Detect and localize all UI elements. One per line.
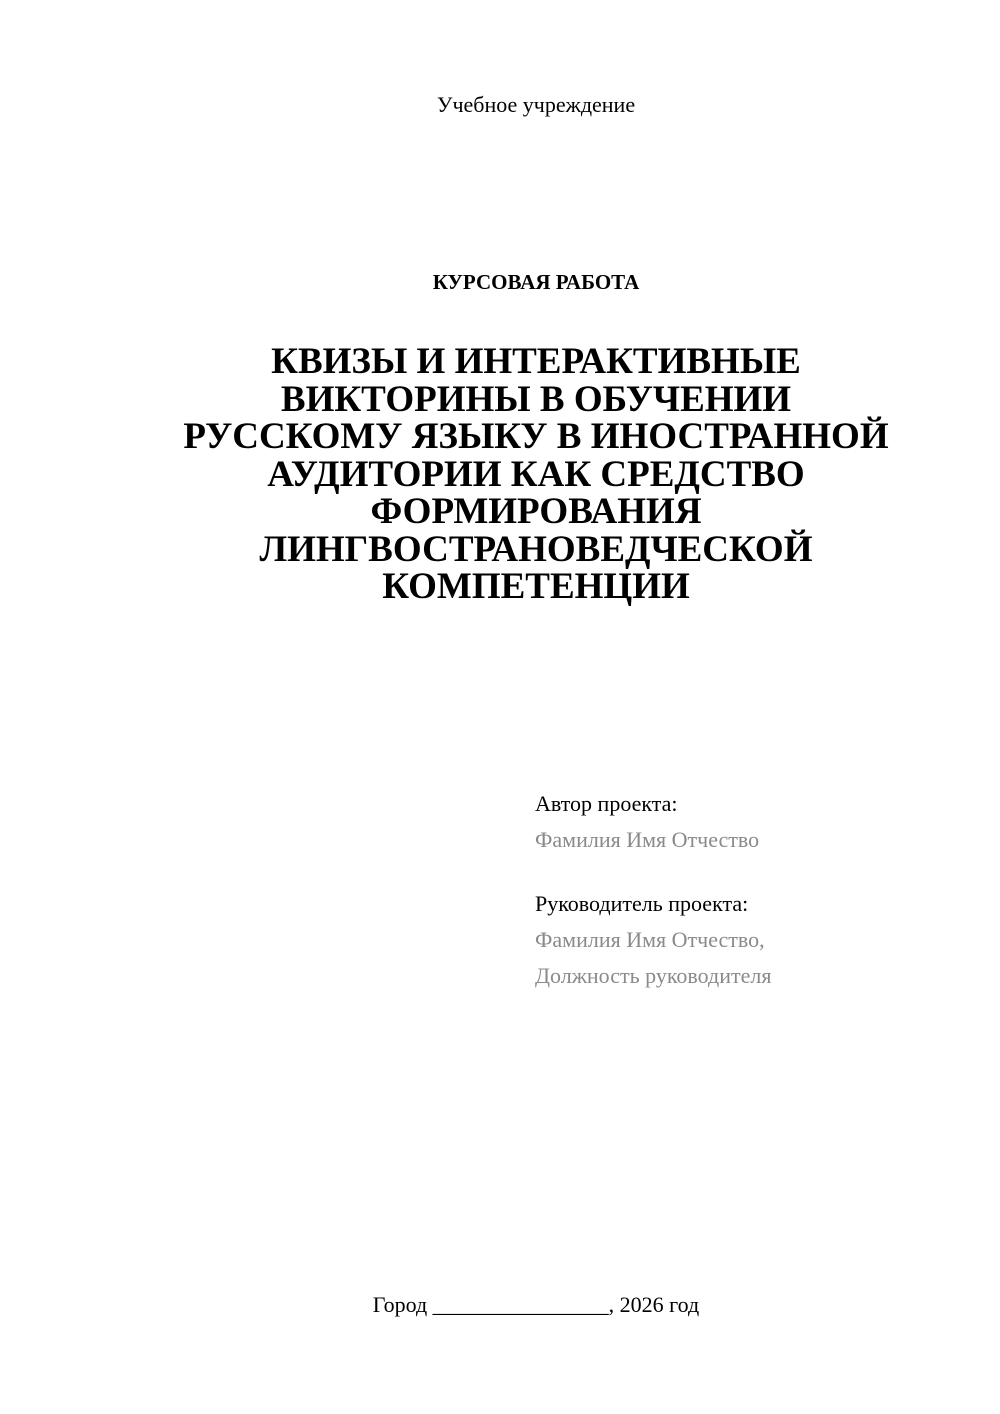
author-name: Фамилия Имя Отчество (535, 827, 760, 852)
author-label: Автор проекта: (535, 791, 678, 816)
title-line: КВИЗЫ И ИНТЕРАКТИВНЫЕ (271, 341, 801, 382)
title-line: РУССКОМУ ЯЗЫКУ В ИНОСТРАННОЙ (183, 416, 889, 457)
title-line: КОМПЕТЕНЦИИ (382, 566, 690, 607)
supervisor-position: Должность руководителя (535, 963, 772, 988)
title-line: ВИКТОРИНЫ В ОБУЧЕНИИ (280, 378, 792, 420)
supervisor-name: Фамилия Имя Отчество, (535, 927, 765, 952)
authors-block (535, 786, 975, 994)
title-line: АУДИТОРИИ КАК СРЕДСТВО (267, 453, 805, 495)
title-line: ФОРМИРОВАНИЯ (370, 491, 702, 532)
document-title (120, 343, 952, 606)
city-year-line: Город ________________, 2026 год (372, 1292, 700, 1317)
work-type-heading: КУРСОВАЯ РАБОТА (432, 270, 640, 294)
institution-name: Учебное учреждение (436, 92, 636, 117)
spacer (535, 858, 975, 886)
supervisor-label: Руководитель проекта: (535, 891, 749, 916)
title-line: ЛИНГВОСТРАНОВЕДЧЕСКОЙ (259, 528, 813, 570)
